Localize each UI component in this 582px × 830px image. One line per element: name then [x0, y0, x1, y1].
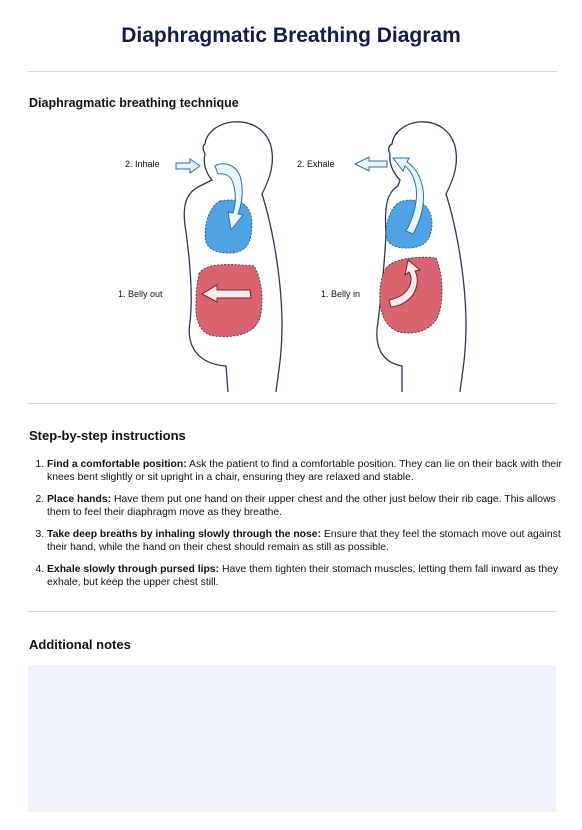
list-item — [47, 493, 572, 519]
exhale-arrow-icon — [355, 157, 387, 171]
instructions-list — [29, 458, 572, 598]
belly-out-label: 1. Belly out — [118, 289, 163, 299]
step-lead: Find a comfortable position: — [47, 459, 187, 470]
inhale-arrow-icon — [176, 159, 200, 173]
step-text: Have them tighten their stomach muscles, letting them fall inward as they exhale, but keep the upper chest still. — [47, 564, 559, 588]
list-item — [47, 563, 572, 589]
divider — [28, 611, 557, 612]
list-item — [47, 458, 572, 484]
step-lead: Exhale slowly through pursed lips: — [47, 564, 220, 575]
technique-heading: Diaphragmatic breathing technique — [29, 96, 239, 110]
divider — [28, 71, 557, 72]
left-body-figure — [184, 122, 282, 392]
step-text: Ask the patient to find a comfortable position. They can lie on their back with their knees bent slightly or sit upright in a chair, ensuring they are relaxed and stable. — [47, 459, 562, 483]
instructions-heading: Step-by-step instructions — [29, 428, 186, 443]
step-text: Have them put one hand on their upper chest and the other just below their rib cage. This allows them to feel their diaphragm move as they breathe. — [47, 494, 556, 518]
step-lead: Take deep breaths by inhaling slowly through the nose: — [47, 529, 322, 540]
page-title: Diaphragmatic Breathing Diagram — [121, 24, 461, 47]
additional-notes-field[interactable] — [28, 665, 556, 812]
exhale-label: 2. Exhale — [297, 159, 335, 169]
right-body-figure — [377, 122, 466, 392]
left-lungs — [205, 200, 252, 253]
breathing-diagram — [100, 112, 500, 397]
list-item — [47, 528, 572, 554]
inhale-label: 2. Inhale — [125, 159, 160, 169]
left-belly — [196, 264, 262, 336]
notes-heading: Additional notes — [29, 637, 131, 652]
divider — [28, 403, 557, 404]
belly-in-label: 1. Belly in — [321, 289, 361, 299]
step-text: Ensure that they feel the stomach move out against their hand, while the hand on their chest should remain as still as possible. — [47, 529, 561, 553]
step-lead: Place hands: — [47, 494, 112, 505]
